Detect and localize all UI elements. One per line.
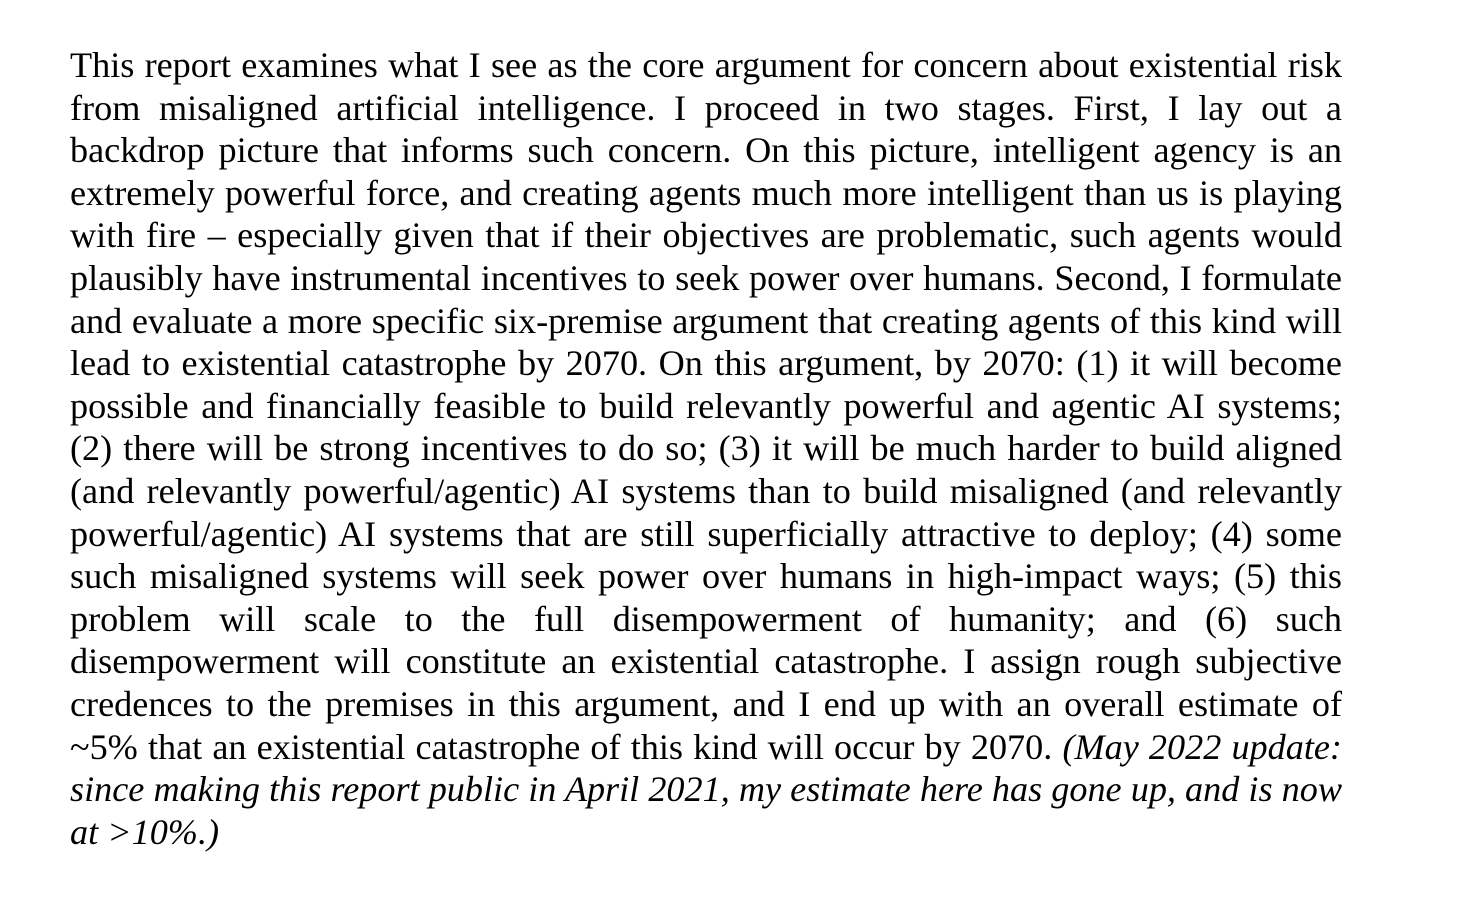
update-note: (May 2022 update: since making this report public in April 2021, my estimate here has gone up, and is now at >10%.) xyxy=(70,726,1342,852)
document-page xyxy=(70,44,1342,853)
abstract-body-text: This report examines what I see as the core argument for concern about existential risk from misaligned artificial intelligence. I proceed in two stages. First, I lay out a backdrop picture that informs such concern. On this picture, intelligent agency is an extremely powerful force, and creating agents much more intelligent than us is playing with fire – especially given that if their objectives are problematic, such agents would plausibly have instrumental incentives to seek power over humans. Second, I formulate and evaluate a more specific six-premise argument that creating agents of this kind will lead to existential catastrophe by 2070. On this argument, by 2070: (1) it will become possible and financially feasible to build relevantly powerful and agentic AI systems; (2) there will be strong incentives to do so; (3) it will be much harder to build aligned (and relevantly powerful/agentic) AI systems than to build misaligned (and relevantly powerful/agentic) AI systems that are still superficially attractive to deploy; (4) some such misaligned systems will seek power over humans in high-impact ways; (5) this problem will scale to the full disempowerment of humanity; and (6) such disempowerment will constitute an existential catastrophe. I assign rough subjective credences to the premises in this argument, and I end up with an overall estimate of ~5% that an existential catastrophe of this kind will occur by 2070. xyxy=(70,45,1342,767)
abstract-paragraph xyxy=(70,44,1342,853)
